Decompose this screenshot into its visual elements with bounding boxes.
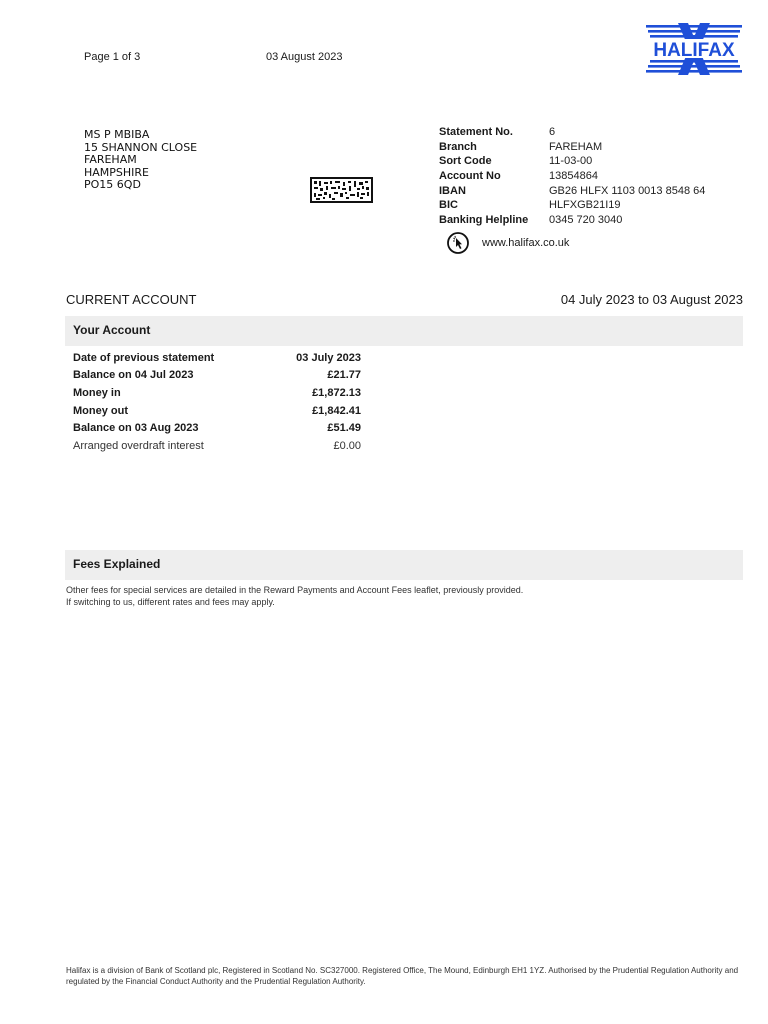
summary-label: Date of previous statement [73,351,215,364]
website-link[interactable] [447,232,569,254]
address-line: MS P MBIBA [84,128,150,141]
detail-value: GB26 HLFX 1103 0013 8548 64 [549,184,706,197]
summary-row [73,402,361,420]
detail-label: Sort Code [439,155,492,168]
mail-barcode [310,177,373,203]
statement-date: 03 August 2023 [266,51,343,63]
fees-text [66,585,523,608]
fees-line: If switching to us, different rates and fees may apply. [66,596,275,607]
account-summary [73,349,361,455]
account-type: CURRENT ACCOUNT [66,292,197,307]
summary-label: Arranged overdraft interest [73,439,204,452]
summary-value: £1,872.13 [312,386,361,399]
summary-value: £51.49 [327,422,361,435]
statement-details [439,125,705,227]
halifax-logo [644,23,744,75]
branch-row [439,140,705,155]
cursor-click-icon [447,232,469,254]
summary-label: Money in [73,386,121,399]
logo-wordmark: HALIFAX [653,40,735,61]
detail-label: Branch [439,140,477,153]
account-number-row [439,169,705,184]
detail-label: Account No [439,170,501,183]
bic-row [439,198,705,213]
detail-value: 6 [549,126,556,139]
iban-row [439,183,705,198]
section-heading: Fees Explained [73,557,161,571]
address-line: HAMPSHIRE [84,165,150,179]
summary-label: Balance on 03 Aug 2023 [73,422,199,435]
statement-period: 04 July 2023 to 03 August 2023 [560,292,743,307]
fees-explained-header [65,550,743,580]
summary-label: Money out [73,404,128,417]
summary-row [73,349,361,367]
detail-value: 0345 720 3040 [549,213,623,226]
summary-value: £21.77 [327,369,361,382]
detail-value: 11-03-00 [549,155,593,168]
legal-footer [66,966,746,987]
detail-label: BIC [439,199,458,212]
fees-line: Other fees for special services are detailed in the Reward Payments and Account Fees leaflet, previously provided. [66,585,524,595]
summary-value: £0.00 [333,439,361,452]
summary-label: Balance on 04 Jul 2023 [73,369,194,382]
address-line: 15 SHANNON CLOSE [84,140,198,154]
summary-row [73,419,361,437]
summary-row [73,437,361,455]
detail-label: IBAN [439,184,466,197]
detail-label: Statement No. [439,126,513,139]
address-line: FAREHAM [84,153,137,167]
summary-value: 03 July 2023 [296,351,361,364]
footer-line: regulated by the Financial Conduct Authority and the Prudential Regulation Authority. [66,976,366,986]
detail-label: Banking Helpline [439,213,529,226]
address-line: PO15 6QD [84,178,141,192]
summary-row [73,384,361,402]
detail-value: FAREHAM [549,140,603,153]
summary-row [73,367,361,385]
section-heading: Your Account [73,323,151,337]
statement-number-row [439,125,705,140]
detail-value: HLFXGB21I19 [549,199,621,212]
detail-value: 13854864 [549,170,598,183]
helpline-row [439,213,705,228]
summary-value: £1,842.41 [312,404,361,417]
sort-code-row [439,154,705,169]
customer-address [84,129,197,192]
website-url[interactable]: www.halifax.co.uk [482,237,570,249]
page-number: Page 1 of 3 [84,51,141,63]
footer-line: Halifax is a division of Bank of Scotland plc, Registered in Scotland No. SC327000. Registered Office, The Mound, Edinburgh EH1 1YZ. Authorised by the Prudential Regulation Authority and [66,966,739,975]
your-account-header [65,316,743,346]
